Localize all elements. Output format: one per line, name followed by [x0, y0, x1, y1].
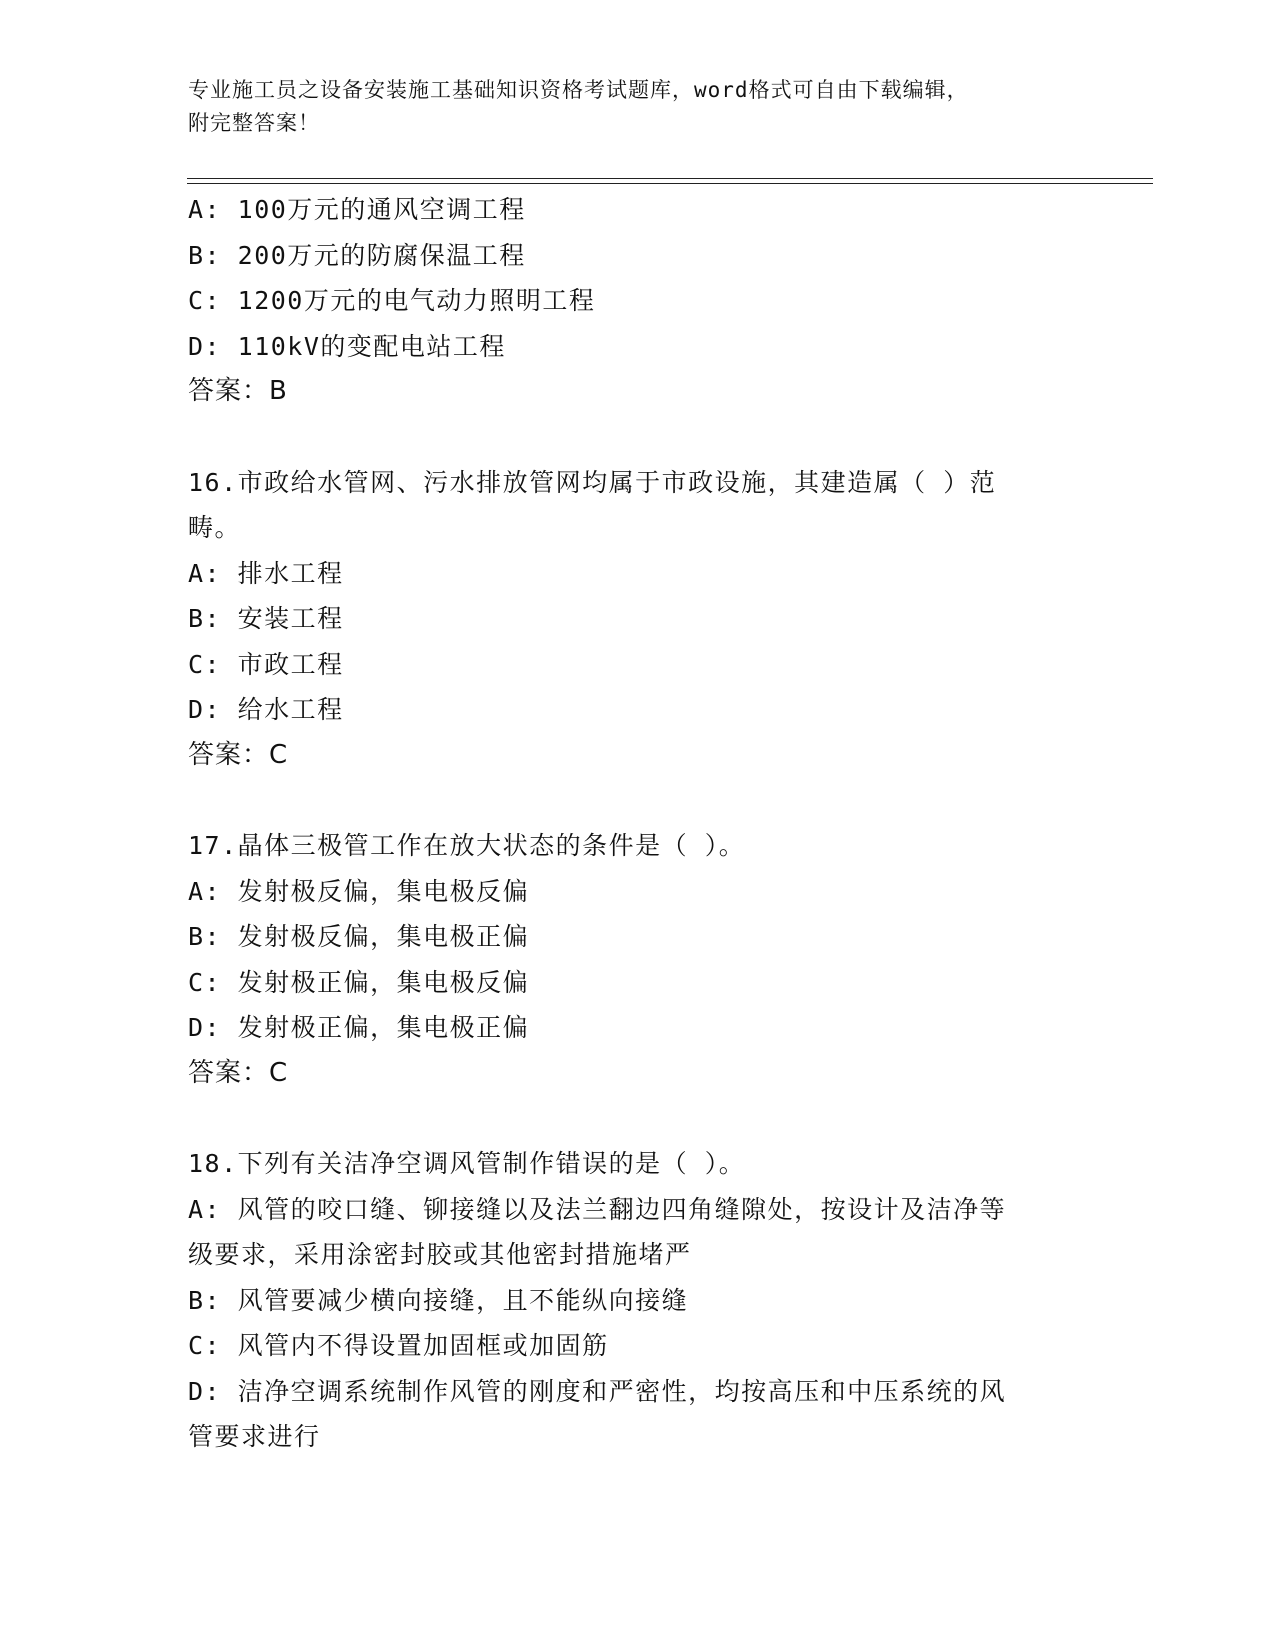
- option-d-line-2: 管要求进行: [188, 1422, 321, 1451]
- option-d: D: 110kV的变配电站工程: [188, 331, 506, 361]
- option-c: C: 市政工程: [188, 649, 344, 679]
- question-text: 17.晶体三极管工作在放大状态的条件是（ ）。: [188, 831, 746, 860]
- option-c: C: 发射极正偏，集电极反偏: [188, 967, 530, 997]
- answer-label: 答案：C: [188, 739, 289, 770]
- header-line-2: 附完整答案！: [188, 111, 320, 135]
- option-d: D: 发射极正偏，集电极正偏: [188, 1013, 530, 1042]
- question-text-line-2: 畴。: [188, 513, 242, 542]
- option-a-line-2: 级要求，采用涂密封胶或其他密封措施堵严: [188, 1240, 692, 1269]
- option-a-line-1: A: 风管的咬口缝、铆接缝以及法兰翻边四角缝隙处，按设计及洁净等: [188, 1194, 1007, 1224]
- answer-label: 答案：C: [188, 1057, 289, 1088]
- option-b: B: 风管要减少横向接缝，且不能纵向接缝: [188, 1285, 689, 1315]
- option-b: B: 200万元的防腐保温工程: [188, 240, 526, 270]
- question-list: [188, 187, 1088, 1460]
- question-text-line-1: 16.市政给水管网、污水排放管网均属于市政设施，其建造属（ ）范: [188, 467, 997, 497]
- document-header: [188, 74, 1068, 140]
- option-b: B: 安装工程: [188, 604, 344, 633]
- option-b: B: 发射极反偏，集电极正偏: [188, 922, 530, 951]
- header-line-1: 专业施工员之设备安装施工基础知识资格考试题库，word格式可自由下载编辑，: [188, 78, 969, 102]
- option-a: A: 100万元的通风空调工程: [188, 195, 526, 224]
- option-a: A: 发射极反偏，集电极反偏: [188, 876, 530, 906]
- header-divider: [187, 178, 1153, 184]
- question-block-15: [188, 187, 1088, 415]
- option-a: A: 排水工程: [188, 558, 344, 588]
- option-c: C: 1200万元的电气动力照明工程: [188, 286, 596, 315]
- answer-label: 答案：B: [188, 376, 288, 406]
- option-d-line-1: D: 洁净空调系统制作风管的刚度和严密性，均按高压和中压系统的风: [188, 1376, 1007, 1406]
- option-c: C: 风管内不得设置加固框或加固筋: [188, 1331, 609, 1360]
- question-block-17: [188, 823, 1088, 1096]
- option-d: D: 给水工程: [188, 695, 344, 724]
- question-block-16: [188, 460, 1088, 779]
- question-block-18: [188, 1141, 1088, 1460]
- question-text: 18.下列有关洁净空调风管制作错误的是（ ）。: [188, 1149, 746, 1178]
